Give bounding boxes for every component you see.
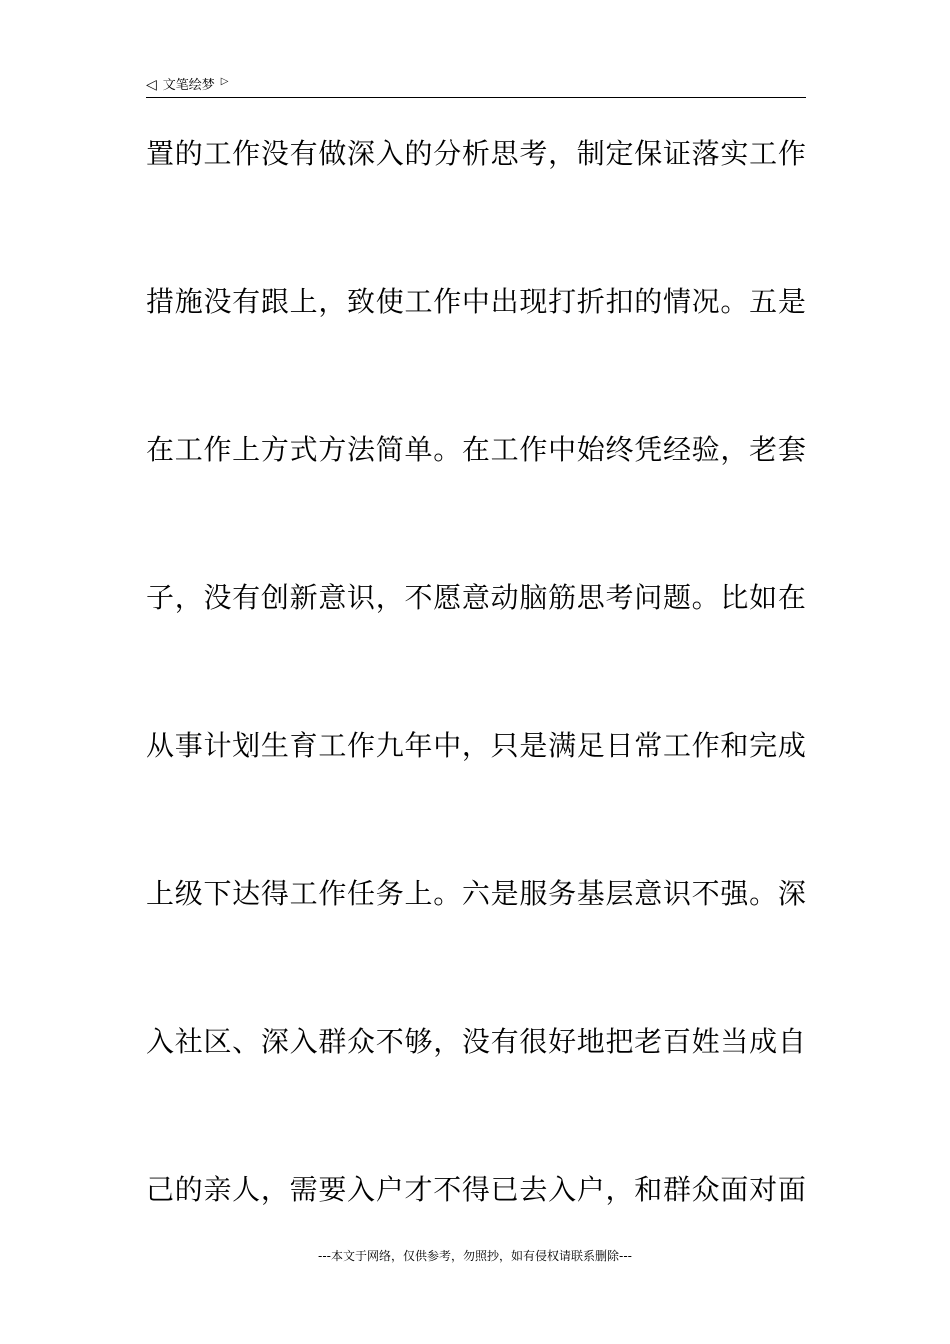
document-body xyxy=(146,126,806,1310)
triangle-left-icon: ◁ xyxy=(146,77,157,93)
page-header xyxy=(146,74,806,96)
header-divider xyxy=(146,97,806,98)
triangle-right-icon: ▷ xyxy=(220,76,229,87)
body-line: 从 事 计 划 生 育 工 作 九 年 中 ， 只 是 满 足 日 常 工 作 和 完 成 xyxy=(146,729,806,762)
body-line: 子 ， 没 有 创 新 意 识 ， 不 愿 意 动 脑 筋 思 考 问 题 。 比 如 在 xyxy=(146,581,806,614)
body-line: 在 工 作 上 方 式 方 法 简 单 。 在 工 作 中 始 终 凭 经 验 ， 老 套 xyxy=(146,433,806,466)
body-line: 置 的 工 作 没 有 做 深 入 的 分 析 思 考 ， 制 定 保 证 落 实 工 作 xyxy=(146,137,806,170)
body-line: 措 施 没 有 跟 上 ， 致 使 工 作 中 出 现 打 折 扣 的 情 况 。 五 是 xyxy=(146,285,806,318)
header-brand: 文笔绘梦 xyxy=(162,77,215,93)
body-line: 入 社 区 、 深 入 群 众 不 够 ， 没 有 很 好 地 把 老 百 姓 当 成 自 xyxy=(146,1025,806,1058)
page-footer-disclaimer: ---本文于网络，仅供参考，勿照抄，如有侵权请联系删除--- xyxy=(318,1249,632,1263)
body-line: 己 的 亲 人 ， 需 要 入 户 才 不 得 已 去 入 户 ， 和 群 众 面 对 面 xyxy=(146,1173,806,1206)
body-line: 上 级 下 达 得 工 作 任 务 上 。 六 是 服 务 基 层 意 识 不 强 。 深 xyxy=(146,877,806,910)
